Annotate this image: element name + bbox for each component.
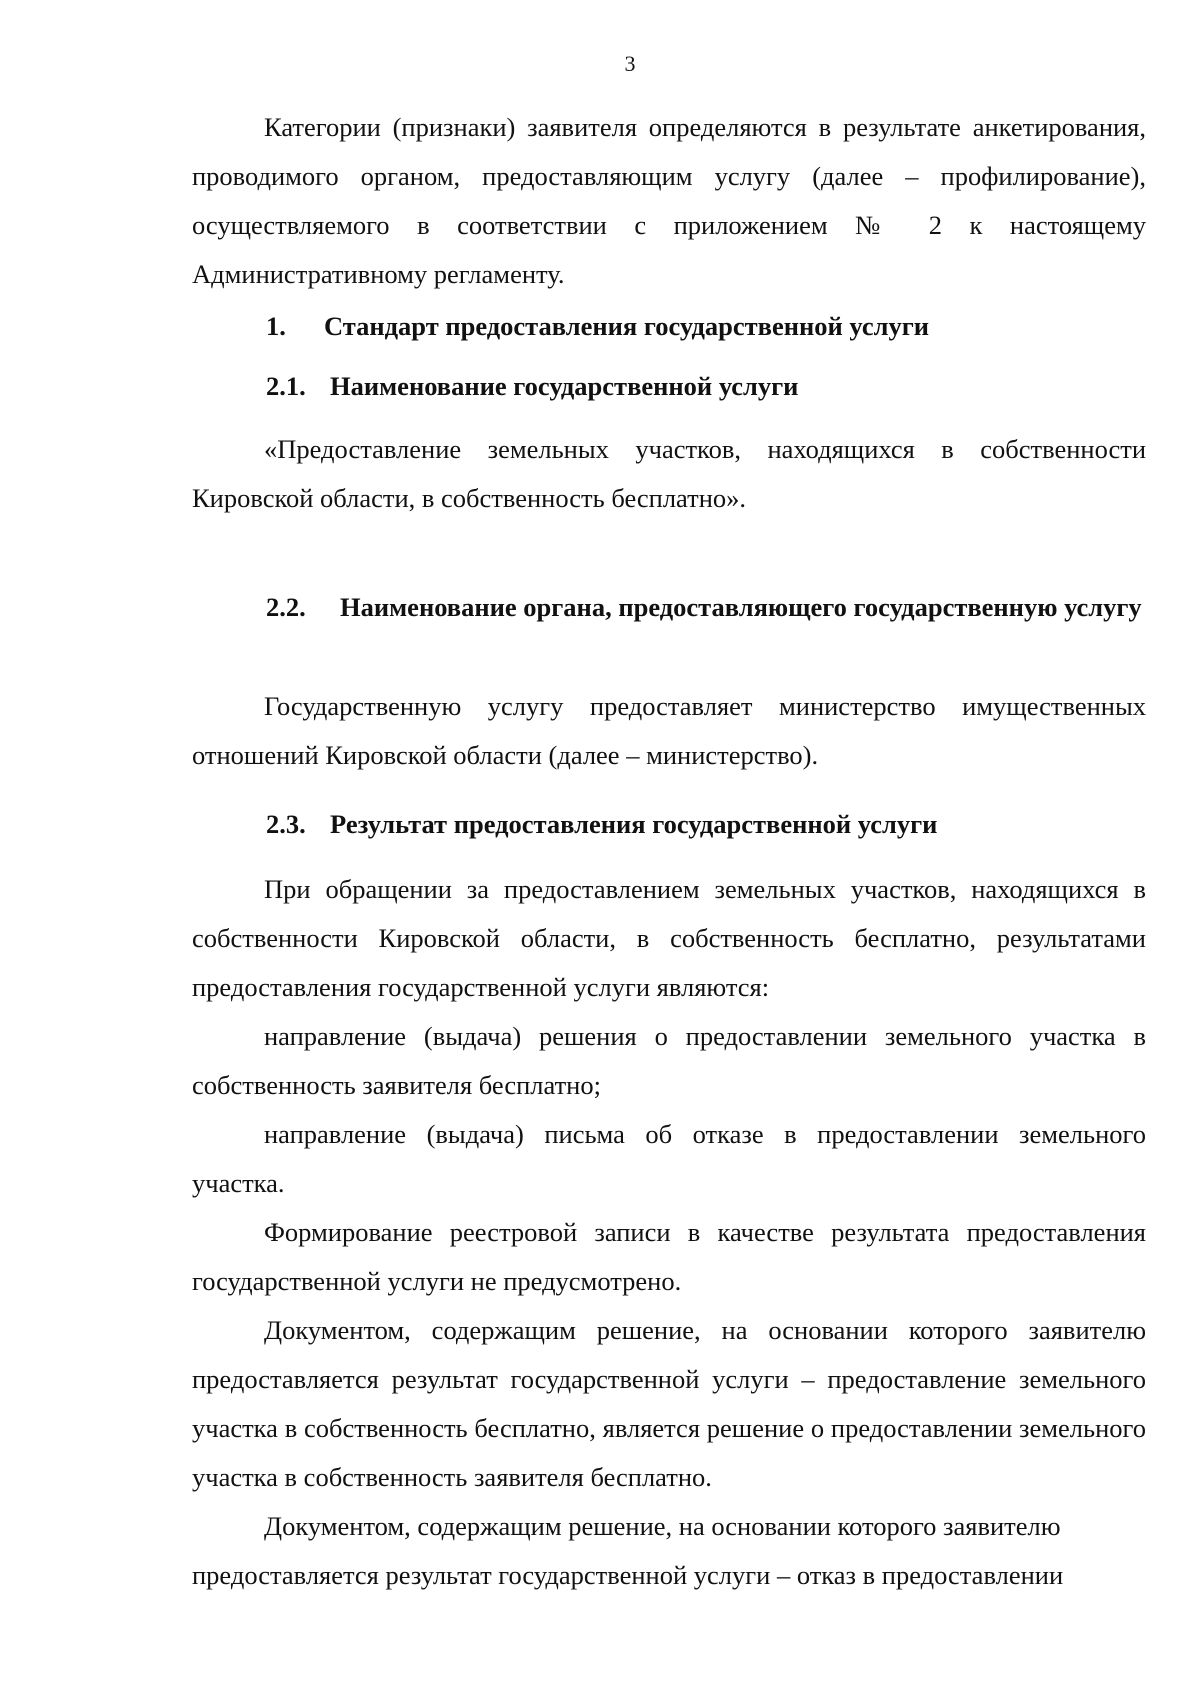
page-number: 3 (624, 51, 636, 76)
intro-paragraph: Категории (признаки) заявителя определяются в результате анкетирования, проводимого органом, предоставляющим услугу (далее – профилирование), осуществляемого в соответствии с приложением № 2 к настоящему Административному регламенту. (192, 112, 1146, 289)
section-2-2-heading (266, 590, 1146, 624)
section-2-3-paragraph: При обращении за предоставлением земельных участков, находящихся в собственности Кировской области, в собственность бесплатно, результатами предоставления государственной услуги являются: (192, 874, 1146, 1002)
section-2-3-title: Результат предоставления государственной услуги (330, 809, 938, 839)
section-2-3-paragraph: Формирование реестровой записи в качестве результата предоставления государственной услуги не предусмотрено. (192, 1217, 1146, 1296)
section-2-3-paragraph: направление (выдача) письма об отказе в предоставлении земельного участка. (192, 1119, 1146, 1198)
section-2-2-text: Государственную услугу предоставляет министерство имущественных отношений Кировской области (далее – министерство). (192, 691, 1146, 770)
section-2-3-paragraph: направление (выдача) решения о предоставлении земельного участка в собственность заявителя бесплатно; (192, 1021, 1146, 1100)
section-1-number: 1. (266, 311, 286, 341)
section-2-1-number: 2.1. (266, 371, 306, 401)
section-1-title: Стандарт предоставления государственной услуги (324, 311, 930, 341)
section-2-2-number: 2.2. (266, 592, 306, 622)
section-2-1-title: Наименование государственной услуги (330, 371, 799, 401)
section-2-2-title: Наименование органа, предоставляющего государственную услугу (340, 592, 1142, 622)
section-2-3-paragraph: Документом, содержащим решение, на основании которого заявителю предоставляется результат государственной услуги – отказ в предоставлении (192, 1511, 1064, 1590)
section-2-1-text: «Предоставление земельных участков, находящихся в собственности Кировской области, в собственность бесплатно». (192, 434, 1146, 513)
section-2-3-heading (266, 807, 1146, 841)
section-1-heading (266, 309, 1146, 343)
section-2-1-heading (266, 369, 1146, 403)
section-2-3-number: 2.3. (266, 809, 306, 839)
section-2-3-paragraph: Документом, содержащим решение, на основании которого заявителю предоставляется результат государственной услуги – предоставление земельного участка в собственность бесплатно, является решение о предоставлении земельного участка в собственность заявителя бесплатно. (192, 1315, 1146, 1492)
